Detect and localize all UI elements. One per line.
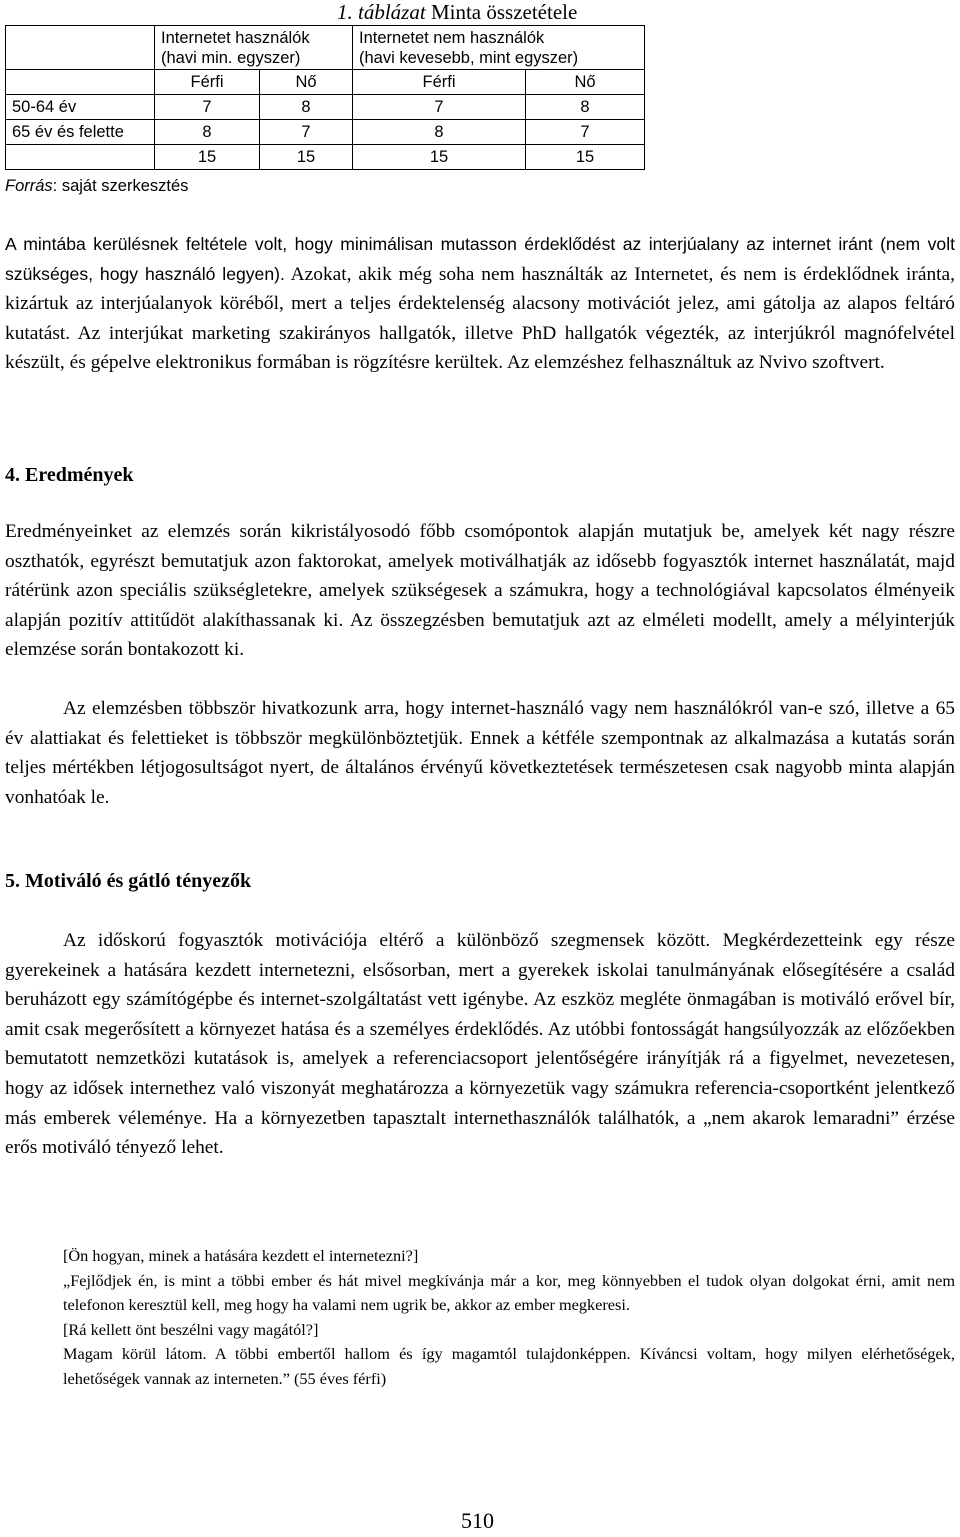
interview-question-1: [Ön hogyan, minek a hatására kezdett el internetezni?]: [63, 1246, 419, 1265]
interview-question-2: [Rá kellett önt beszélni vagy magától?]: [63, 1319, 319, 1339]
interview-excerpt: [63, 1244, 955, 1391]
table-cell: 8: [526, 95, 645, 120]
table-cell: 8: [155, 120, 260, 145]
subheader-cell: Nő: [260, 70, 353, 95]
table-subheader-row: [6, 70, 645, 95]
table-source: [5, 177, 188, 196]
section-heading-results: 4. Eredmények: [5, 464, 134, 486]
row-label: 50-64 év: [6, 95, 155, 120]
paragraph-results-intro: [5, 517, 955, 665]
row-label: [6, 145, 155, 170]
interview-answer-2: Magam körül látom. A többi embertől hallom és így magamtól tulajdonképpen. Kíváncsi voltam, hogy milyen elérhetőségek, lehetőségek vannak az interneten.” (55 éves férfi): [63, 1344, 955, 1388]
table-caption-label: 1. táblázat: [337, 0, 426, 24]
table-source-label: Forrás: [5, 177, 53, 195]
table-cell: 7: [155, 95, 260, 120]
header-internet-nonusers-line2: (havi kevesebb, mint egyszer): [359, 49, 579, 67]
table-cell: 8: [353, 120, 526, 145]
paragraph-sample-criteria: [5, 230, 955, 378]
table-row: [6, 95, 645, 120]
paragraph-results-method: Az elemzésben többször hivatkozunk arra, hogy internet-használó vagy nem használókról van-e szó, illetve a 65 év alattiakat és felettieket is többször megkülönböztetjük. Ennek a kétféle szempontnak az alkalmazása a kutatás során teljes mértékben létjogosultságot nyert, de általános érvényű következtetések természetesen csak nagyobb minta alapján vonhatóak le.: [5, 698, 955, 808]
table-source-text: : saját szerkesztés: [52, 177, 189, 195]
table-cell: 7: [260, 120, 353, 145]
interview-answer-1: „Fejlődjek én, is mint a többi ember és hát mivel megkívánja már a kor, meg könnyebben el tudok olyan dolgokat érni, amit nem telefonon keresztül kell, meg hogy ha valami nem ugrik be, akkor az ember megkeresi.: [63, 1270, 955, 1314]
section-heading-motivating-factors: 5. Motiváló és gátló tényezők: [5, 870, 252, 892]
table-cell: 15: [260, 145, 353, 170]
table-cell: 15: [526, 145, 645, 170]
table-corner-cell: [6, 26, 155, 70]
header-internet-users-line1: Internetet használók: [161, 29, 310, 47]
table-row: [6, 120, 645, 145]
paragraph-sample-criteria-rest: Azokat, akik még soha nem használták az Internetet, és nem is érdeklődnek iránta, kizártuk az interjúalanyok köréből, mert a teljes érdektelenség alacsony motivációt jelez, ami gátolja az alapos feltáró kutatást. Az interjúkat marketing szakirányos hallgatók, illetve PhD hallgatók végezték, az interjúkról magnófelvétel készült, és gépelve elektronikus formában is rögzítésre kerültek. Az elemzéshez felhasználtuk az Nvivo szoftvert.: [5, 263, 955, 374]
header-internet-nonusers: [353, 26, 645, 70]
table-caption-title: Minta összetétele: [430, 0, 578, 24]
paragraph-motivation: Az időskorú fogyasztók motivációja eltérő a különböző szegmensek között. Megkérdezetteink egy része gyerekeinek a hatására kezdett internetezni, elsősorban, mert a gyerekek iskolai tanulmányának elősegítésére a család beruházott egy számítógépbe és internet-szolgáltatást vett igénybe. Az eszköz megléte önmagában is motiváló erővel bír, amit csak megerősített a környezet hatása és a személyes érdeklődés. Az utóbbi fontosságát hangsúlyozzák az előzőekben bemutatott nemzetközi kutatások is, amelyek a referenciacsoport jelentőségére irányítják rá a figyelmet, nevezetesen, hogy az idősek internethez való viszonyát meghatározza a környezetük vagy számukra referencia-csoportként jelentkező más emberek véleménye. Ha a környezetben tapasztalt internethasználók találhatók, a „nem akarok lemaradni” érzése erős motiváló tényező lehet.: [5, 930, 955, 1159]
row-label: 65 év és felette: [6, 120, 155, 145]
table-cell: 8: [260, 95, 353, 120]
table-cell: 7: [526, 120, 645, 145]
table-cell: 15: [353, 145, 526, 170]
sample-composition-table: [5, 25, 645, 170]
paragraph-results-intro-text: Eredményeinket az elemzés során kikristályosodó főbb csomópontok alapján mutatjuk be, amelyek két nagy részre oszthatók, egyrészt bemutatjuk azon faktorokat, amelyek motiválhatják az idősebb fogyasztók internet használatát, majd rátérünk azon speciális szükségletekre, amelyek szükségesek a számukra, hogy a technológiával kapcsolatos élményeik alapján pozitív attitűdöt alakíthassanak ki. Az összegzésben bemutatjuk azt az elméleti modellt, amely a mélyinterjúk elemzése során bontakozott ki.: [5, 521, 955, 661]
table-total-row: [6, 145, 645, 170]
header-internet-users-line2: (havi min. egyszer): [161, 49, 301, 67]
paragraph-sample-criteria-lead: A mintába kerülésnek feltétele volt, hogy minimálisan mutasson érdeklődést az interjúalany az internet iránt (nem volt szükséges, hogy használó legyen).: [5, 234, 955, 284]
header-internet-users: [155, 26, 353, 70]
table-caption: [337, 0, 577, 24]
table-cell: 15: [155, 145, 260, 170]
table-header-group-row: [6, 26, 645, 70]
subheader-cell: Férfi: [353, 70, 526, 95]
subheader-cell: Férfi: [155, 70, 260, 95]
subheader-cell: Nő: [526, 70, 645, 95]
table-cell: 7: [353, 95, 526, 120]
header-internet-nonusers-line1: Internetet nem használók: [359, 29, 545, 47]
page-number: 510: [461, 1508, 494, 1533]
table-subheader-blank-cell: [6, 70, 155, 95]
